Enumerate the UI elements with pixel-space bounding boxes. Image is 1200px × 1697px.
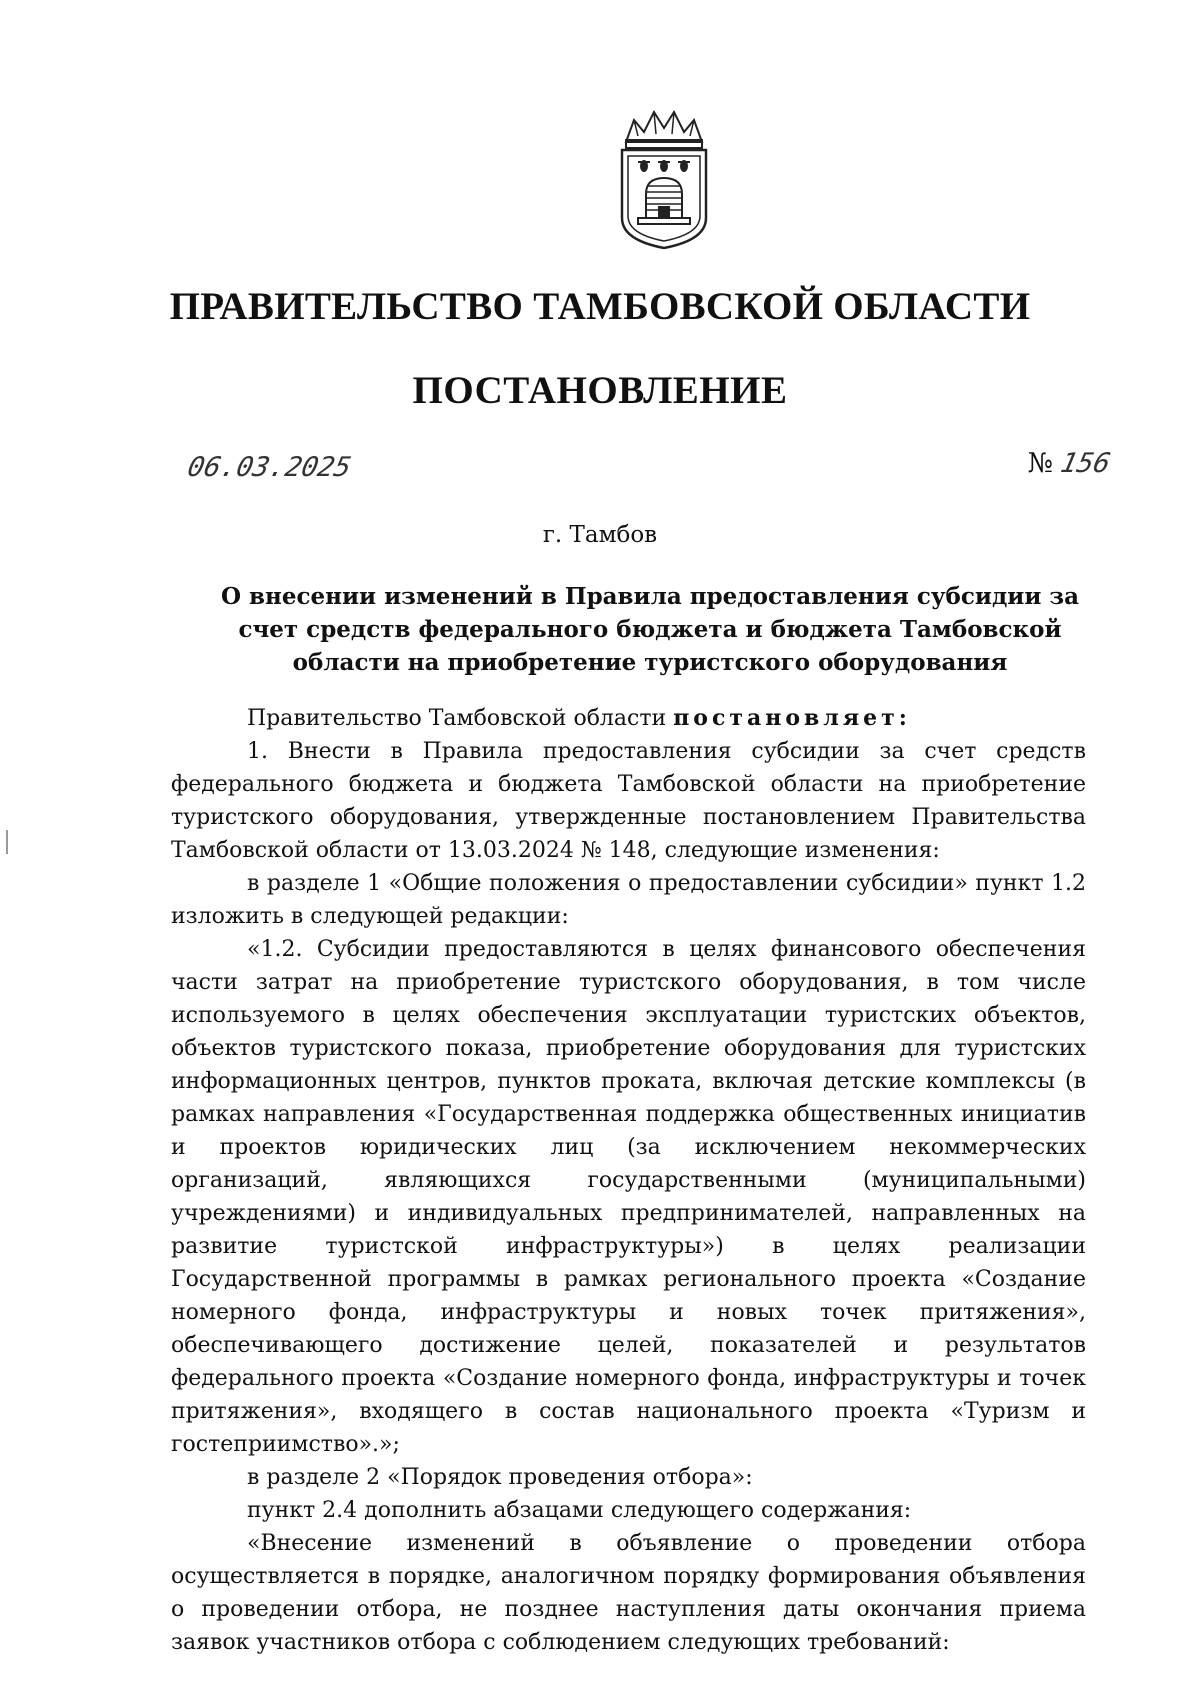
number-sign: №	[1027, 448, 1054, 479]
scan-margin-mark	[6, 830, 8, 854]
body-paragraph: в разделе 1 «Общие положения о предоставлении субсидии» пункт 1.2 изложить в следующей редакции:	[171, 871, 1086, 929]
city-line: г. Тамбов	[542, 522, 658, 548]
intro-keyword: постановляет:	[673, 705, 911, 731]
organization-title: ПРАВИТЕЛЬСТВО ТАМБОВСКОЙ ОБЛАСТИ	[169, 285, 1031, 328]
intro-paragraph	[171, 702, 1086, 735]
body-paragraph: «1.2. Субсидии предоставляются в целях финансового обеспечения части затрат на приобретение туристского оборудования, в том числе используемого в целях обеспечения эксплуатации туристских объектов, объектов туристского показа, приобретение оборудования для туристских информационных центров, пунктов проката, включая детские комплексы (в рамках направления «Государственная поддержка общественных инициатив и проектов юридических лиц (за исключением некоммерческих организаций, являющихся государственными (муниципальными) учреждениями) и индивидуальных предпринимателей, направленных на развитие туристской инфраструктуры») в целях реализации Государственной программы в рамках регионального проекта «Создание номерного фонда, инфраструктуры и новых точек притяжения», обеспечивающего достижение целей, показателей и результатов федерального проекта «Создание номерного фонда, инфраструктуры и точек притяжения», входящего в состав национального проекта «Туризм и гостеприимство».»;	[171, 937, 1086, 1457]
body-paragraph: «Внесение изменений в объявление о проведении отбора осуществляется в порядке, аналогичном порядку формирования объявления о проведении отбора, не позднее наступления даты окончания приема заявок участников отбора с соблюдением следующих требований:	[171, 1531, 1086, 1655]
document-number	[1027, 448, 1114, 479]
body-paragraph: пункт 2.4 дополнить абзацами следующего содержания:	[247, 1498, 912, 1523]
body-paragraph: 1. Внести в Правила предоставления субсидии за счет средств федерального бюджета и бюджета Тамбовской области на приобретение туристского оборудования, утвержденные постановлением Правительства Тамбовской области от 13.03.2024 № 148, следующие изменения:	[171, 739, 1086, 863]
document-body	[171, 702, 1086, 1659]
coat-of-arms-emblem	[612, 106, 716, 250]
document-type-title: ПОСТАНОВЛЕНИЕ	[412, 369, 788, 412]
handwritten-number: 156	[1057, 448, 1114, 479]
document-subject: О внесении изменений в Правила предоставления субсидии за счет средств федерального бюджета и бюджета Тамбовской области на приобретение туристского оборудования	[221, 583, 1079, 676]
intro-prefix: Правительство Тамбовской области	[247, 706, 674, 731]
body-paragraph: в разделе 2 «Порядок проведения отбора»:	[247, 1465, 753, 1490]
handwritten-date: 06.03.2025	[184, 452, 354, 483]
